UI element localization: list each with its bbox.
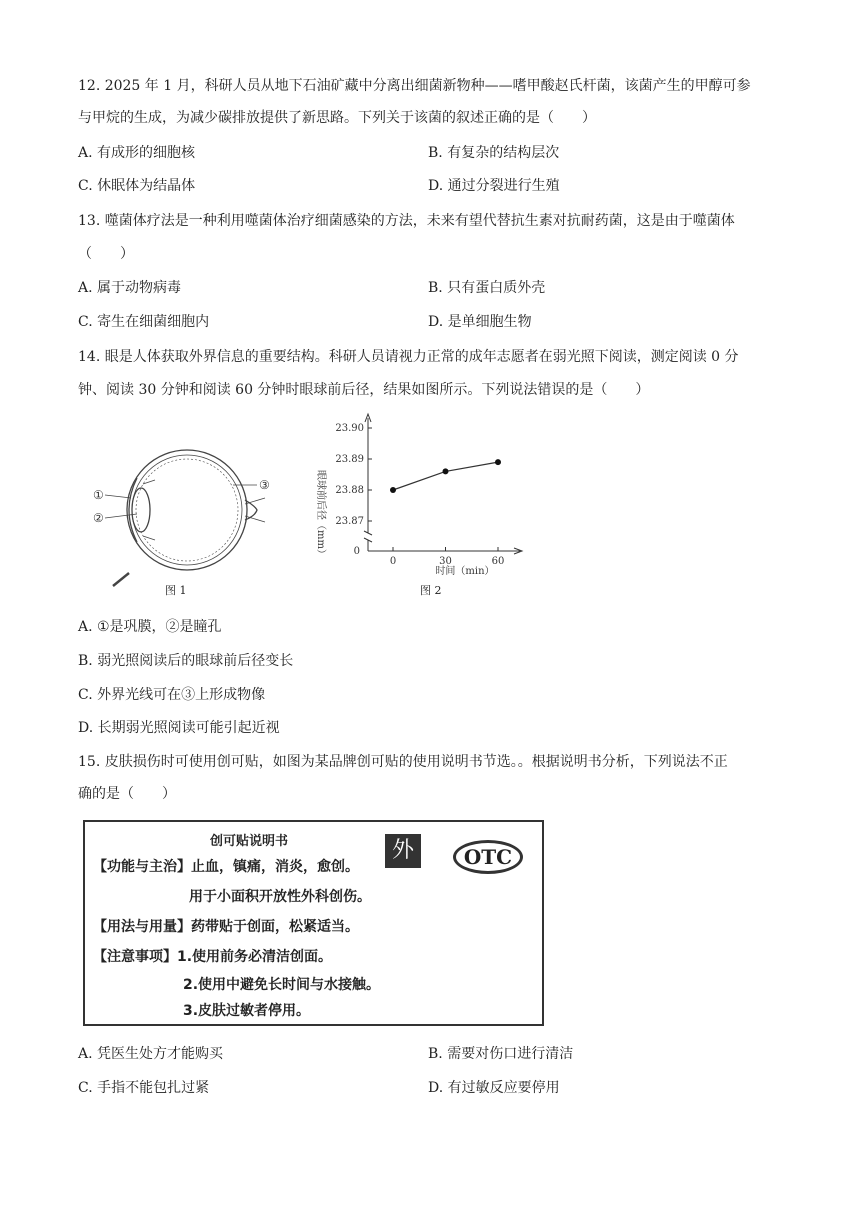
- label-line-5: 2.使用中避免长时间与水接触。: [183, 977, 381, 993]
- q15-option-a: A. 凭医生处方才能购买: [78, 1046, 224, 1062]
- data-point: [495, 459, 501, 465]
- q15-stem-line1: 15. 皮肤损伤时可使用创可贴，如图为某品牌创可贴的使用说明书节选。。根据说明书分析，下列说法不正: [78, 754, 728, 770]
- q14-option-b: B. 弱光照阅读后的眼球前后径变长: [78, 653, 294, 669]
- q14-option-c: C. 外界光线可在③上形成物像: [78, 687, 266, 703]
- label-line-6: 3.皮肤过敏者停用。: [183, 1003, 311, 1019]
- fig1-caption: 图 1: [165, 584, 187, 597]
- data-point: [390, 487, 396, 493]
- series-line: [393, 462, 498, 490]
- label-line-1: 【功能与主治】止血，镇痛，消炎，愈创。: [93, 859, 359, 875]
- eye-diagram: [85, 418, 285, 603]
- q12-stem-line1: 12. 2025 年 1 月，科研人员从地下石油矿藏中分离出细菌新物种——嗜甲酸赵氏杆菌，该菌产生的甲醇可参: [78, 78, 751, 94]
- q14-stem-line2: 钟、阅读 30 分钟和阅读 60 分钟时眼球前后径，结果如图所示。下列说法错误的是（ ）: [78, 382, 650, 398]
- q13-option-d: D. 是单细胞生物: [428, 314, 532, 330]
- x-tick-label: 30: [439, 556, 452, 567]
- q12-option-d: D. 通过分裂进行生殖: [428, 178, 560, 194]
- q15-option-c: C. 手指不能包扎过紧: [78, 1080, 210, 1096]
- eye-mark-3: ③: [259, 478, 270, 492]
- data-point: [443, 468, 449, 474]
- q13-option-a: A. 属于动物病毒: [78, 280, 182, 296]
- label-line-3: 【用法与用量】药带贴于创面，松紧适当。: [93, 919, 359, 935]
- label-title: 创可贴说明书: [210, 834, 289, 849]
- chart-xlabel: 时间（min）: [435, 566, 495, 577]
- q14-stem-line1: 14. 眼是人体获取外界信息的重要结构。科研人员请视力正常的成年志愿者在弱光照下阅读，测定阅读 0 分: [78, 349, 739, 365]
- q13-option-c: C. 寄生在细菌细胞内: [78, 314, 210, 330]
- q13-stem-line1: 13. 噬菌体疗法是一种利用噬菌体治疗细菌感染的方法，未来有望代替抗生素对抗耐药菌，这是由于噬菌体: [78, 213, 735, 229]
- q12-option-c: C. 休眠体为结晶体: [78, 178, 196, 194]
- y-tick-label-zero: 0: [353, 546, 360, 557]
- chart-ylabel: 眼球前后径（mm）: [315, 470, 326, 559]
- q13-option-b: B. 只有蛋白质外壳: [428, 280, 546, 296]
- eye-mark-2: ②: [93, 511, 104, 525]
- x-tick-label: 60: [491, 556, 505, 567]
- q13-stem-line2: （ ）: [78, 246, 134, 262]
- bandage-label: [83, 820, 544, 1026]
- x-tick-label: 0: [389, 556, 397, 567]
- fig2-caption: 图 2: [420, 584, 442, 597]
- q12-option-b: B. 有复杂的结构层次: [428, 145, 560, 161]
- q14-option-d: D. 长期弱光照阅读可能引起近视: [78, 720, 280, 736]
- label-line-4: 【注意事项】1.使用前务必清洁创面。: [93, 949, 333, 965]
- y-tick-label: 23.89: [335, 454, 364, 465]
- q12-option-a: A. 有成形的细胞核: [78, 145, 196, 161]
- external-use-mark: 外: [385, 834, 421, 868]
- y-tick-label: 23.90: [335, 423, 364, 434]
- label-line-2: 用于小面积开放性外科创伤。: [189, 889, 371, 905]
- y-tick-label: 23.87: [335, 516, 364, 527]
- q15-stem-line2: 确的是（ ）: [78, 786, 176, 802]
- reading-chart: [310, 408, 540, 600]
- y-tick-label: 23.88: [335, 485, 364, 496]
- q15-option-b: B. 需要对伤口进行清洁: [428, 1046, 574, 1062]
- q12-stem-line2: 与甲烷的生成，为减少碳排放提供了新思路。下列关于该菌的叙述正确的是（ ）: [78, 110, 596, 126]
- q15-option-d: D. 有过敏反应要停用: [428, 1080, 560, 1096]
- eye-mark-1: ①: [93, 488, 104, 502]
- otc-mark: OTC: [453, 840, 523, 874]
- q14-option-a: A. ①是巩膜，②是瞳孔: [78, 619, 222, 635]
